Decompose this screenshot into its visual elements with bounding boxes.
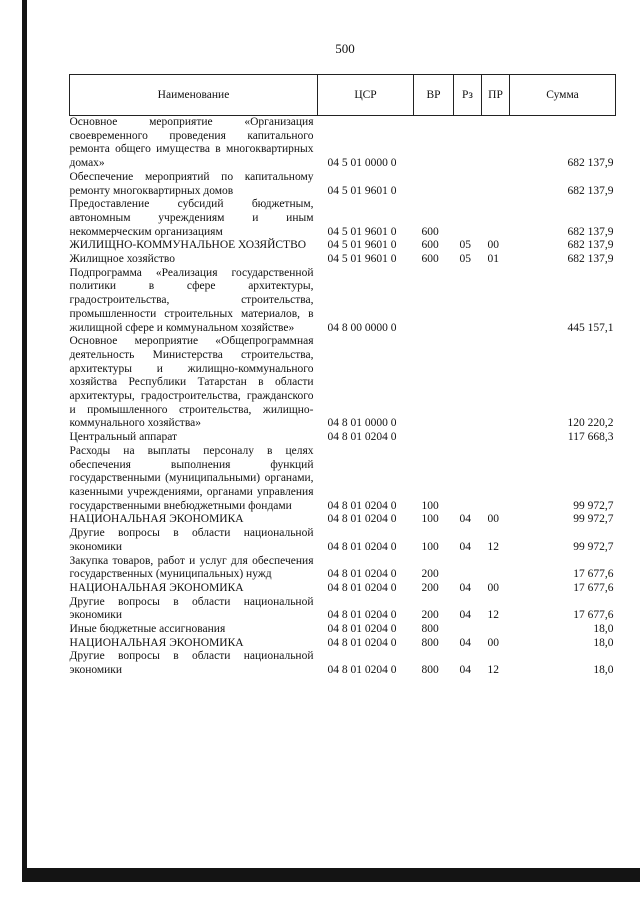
table-row	[70, 582, 616, 596]
cell-csr: 04 8 01 0204 0	[327, 540, 397, 553]
cell-csr: 04 8 01 0204 0	[327, 581, 397, 594]
table-row	[70, 431, 616, 445]
cell-csr: 04 8 01 0204 0	[327, 431, 397, 444]
cell-sum: 682 137,9	[567, 225, 614, 238]
table-row	[70, 623, 616, 637]
cell-sum: 445 157,1	[567, 321, 614, 334]
cell-rz	[454, 431, 482, 445]
table-row	[70, 513, 616, 527]
cell-rz	[454, 198, 482, 239]
cell-rz	[454, 445, 482, 514]
cell-vr: 200	[421, 609, 439, 622]
cell-rz: 04	[459, 540, 471, 553]
scan-edge-bottom	[22, 868, 640, 882]
cell-sum: 18,0	[593, 636, 614, 649]
table-row	[70, 596, 616, 623]
cell-csr: 04 5 01 9601 0	[327, 239, 397, 252]
header-csr: ЦСР	[318, 75, 414, 116]
cell-vr: 100	[421, 540, 439, 553]
cell-rz	[454, 267, 482, 336]
header-sum: Сумма	[510, 75, 616, 116]
cell-rz	[454, 171, 482, 198]
cell-name: ЖИЛИЩНО-КОММУНАЛЬНОЕ ХОЗЯЙСТВО	[69, 239, 307, 252]
cell-pr	[482, 445, 510, 514]
cell-pr	[482, 171, 510, 198]
cell-rz: 04	[459, 513, 471, 526]
cell-sum: 99 972,7	[573, 513, 614, 526]
table-row	[70, 253, 616, 267]
cell-csr: 04 5 01 0000 0	[327, 157, 397, 170]
cell-pr: 12	[487, 664, 499, 677]
cell-csr: 04 8 01 0204 0	[327, 636, 397, 649]
cell-sum: 18,0	[593, 664, 614, 677]
cell-pr: 00	[487, 581, 499, 594]
cell-sum: 17 677,6	[573, 609, 614, 622]
header-pr: ПР	[482, 75, 510, 116]
table-row	[70, 445, 616, 514]
cell-rz	[454, 116, 482, 171]
cell-csr: 04 8 01 0204 0	[327, 623, 397, 636]
cell-rz	[454, 335, 482, 431]
cell-pr	[482, 198, 510, 239]
cell-rz: 04	[459, 664, 471, 677]
cell-rz: 05	[459, 239, 471, 252]
cell-vr: 800	[421, 636, 439, 649]
cell-name: Основное мероприятие «Общепрограммная деятельность Министерства строительства, архитектуры и жилищно-коммунального хозяйства Республики Татарстан в области архитектуры, градостроительства, гражданского и промышленного строительства, жилищно-коммунального хозяйства»	[69, 335, 314, 430]
cell-name: НАЦИОНАЛЬНАЯ ЭКОНОМИКА	[69, 581, 244, 594]
cell-name: Другие вопросы в области национальной экономики	[69, 527, 314, 553]
table-row	[70, 527, 616, 554]
cell-name: Иные бюджетные ассигнования	[69, 623, 226, 636]
cell-name: НАЦИОНАЛЬНАЯ ЭКОНОМИКА	[69, 636, 244, 649]
cell-pr	[482, 623, 510, 637]
cell-vr	[414, 267, 454, 336]
page-number: 500	[335, 41, 355, 56]
cell-sum: 18,0	[593, 623, 614, 636]
cell-pr	[482, 335, 510, 431]
cell-csr: 04 5 01 9601 0	[327, 225, 397, 238]
cell-name: Основное мероприятие «Организация своевременного проведения капитального ремонта общего имущества в многоквартирных домах»	[69, 116, 314, 170]
scan-edge-left	[22, 0, 27, 880]
header-rz: Рз	[454, 75, 482, 116]
cell-csr: 04 8 01 0000 0	[327, 417, 397, 430]
table-row	[70, 267, 616, 336]
cell-pr: 00	[487, 513, 499, 526]
cell-name: Другие вопросы в области национальной экономики	[69, 595, 314, 622]
cell-pr	[482, 267, 510, 336]
cell-name: Расходы на выплаты персоналу в целях обеспечения выполнения функций государственными (муниципальными) органами, казенными учреждениями, органами управления государственными внебюджетными фондами	[69, 444, 314, 512]
cell-csr: 04 5 01 9601 0	[327, 253, 397, 266]
header-name: Наименование	[70, 75, 318, 116]
cell-vr: 100	[421, 499, 439, 512]
cell-sum: 99 972,7	[573, 540, 614, 553]
cell-name: Предоставление субсидий бюджетным, автономным учреждениям и иным некоммерческим организациям	[69, 198, 314, 238]
cell-name: Другие вопросы в области национальной экономики	[69, 650, 314, 677]
cell-rz: 04	[459, 609, 471, 622]
cell-sum: 682 137,9	[567, 157, 614, 170]
cell-rz: 04	[459, 581, 471, 594]
cell-rz	[454, 623, 482, 637]
table-row	[70, 171, 616, 198]
table-row	[70, 198, 616, 239]
cell-sum: 682 137,9	[567, 253, 614, 266]
table-header-row	[70, 75, 616, 116]
cell-pr	[482, 555, 510, 582]
cell-vr: 100	[421, 513, 439, 526]
cell-pr: 12	[487, 609, 499, 622]
cell-name: Обеспечение мероприятий по капитальному ремонту многоквартирных домов	[69, 170, 314, 197]
cell-rz: 05	[459, 253, 471, 266]
cell-rz	[454, 555, 482, 582]
cell-csr: 04 5 01 9601 0	[327, 184, 397, 197]
cell-sum: 17 677,6	[573, 568, 614, 581]
cell-vr	[414, 116, 454, 171]
cell-rz: 04	[459, 636, 471, 649]
table-row	[70, 335, 616, 431]
budget-table	[69, 74, 616, 678]
cell-vr	[414, 431, 454, 445]
cell-csr: 04 8 01 0204 0	[327, 609, 397, 622]
cell-vr: 600	[421, 253, 439, 266]
cell-pr: 01	[487, 253, 499, 266]
cell-sum: 99 972,7	[573, 499, 614, 512]
cell-sum: 682 137,9	[567, 184, 614, 197]
cell-vr	[414, 335, 454, 431]
cell-csr: 04 8 01 0204 0	[327, 664, 397, 677]
cell-name: Жилищное хозяйство	[69, 253, 176, 266]
table-row	[70, 650, 616, 677]
cell-vr: 600	[421, 225, 439, 238]
cell-vr	[414, 171, 454, 198]
cell-vr: 200	[421, 581, 439, 594]
table-row	[70, 116, 616, 171]
table-row	[70, 637, 616, 651]
cell-sum: 17 677,6	[573, 581, 614, 594]
cell-vr: 800	[421, 664, 439, 677]
cell-name: Подпрограмма «Реализация государственной политики в сфере архитектуры, градостроительства, строительства, промышленности строительных материалов, в жилищной сфере и коммунальном хозяйстве»	[69, 266, 314, 334]
cell-csr: 04 8 00 0000 0	[327, 321, 397, 334]
cell-sum: 682 137,9	[567, 239, 614, 252]
cell-name: Центральный аппарат	[69, 431, 178, 444]
cell-pr: 00	[487, 239, 499, 252]
cell-vr: 200	[421, 568, 439, 581]
header-vr: ВР	[414, 75, 454, 116]
cell-pr: 00	[487, 636, 499, 649]
table-row	[70, 555, 616, 582]
cell-name: Закупка товаров, работ и услуг для обеспечения государственных (муниципальных) нужд	[69, 554, 314, 581]
cell-name: НАЦИОНАЛЬНАЯ ЭКОНОМИКА	[69, 513, 244, 526]
cell-csr: 04 8 01 0204 0	[327, 513, 397, 526]
cell-vr: 800	[421, 623, 439, 636]
cell-sum: 120 220,2	[567, 417, 614, 430]
table-row	[70, 239, 616, 253]
cell-vr: 600	[421, 239, 439, 252]
cell-sum: 117 668,3	[567, 431, 614, 444]
cell-pr	[482, 116, 510, 171]
cell-csr: 04 8 01 0204 0	[327, 499, 397, 512]
cell-csr: 04 8 01 0204 0	[327, 568, 397, 581]
cell-pr: 12	[487, 540, 499, 553]
cell-pr	[482, 431, 510, 445]
